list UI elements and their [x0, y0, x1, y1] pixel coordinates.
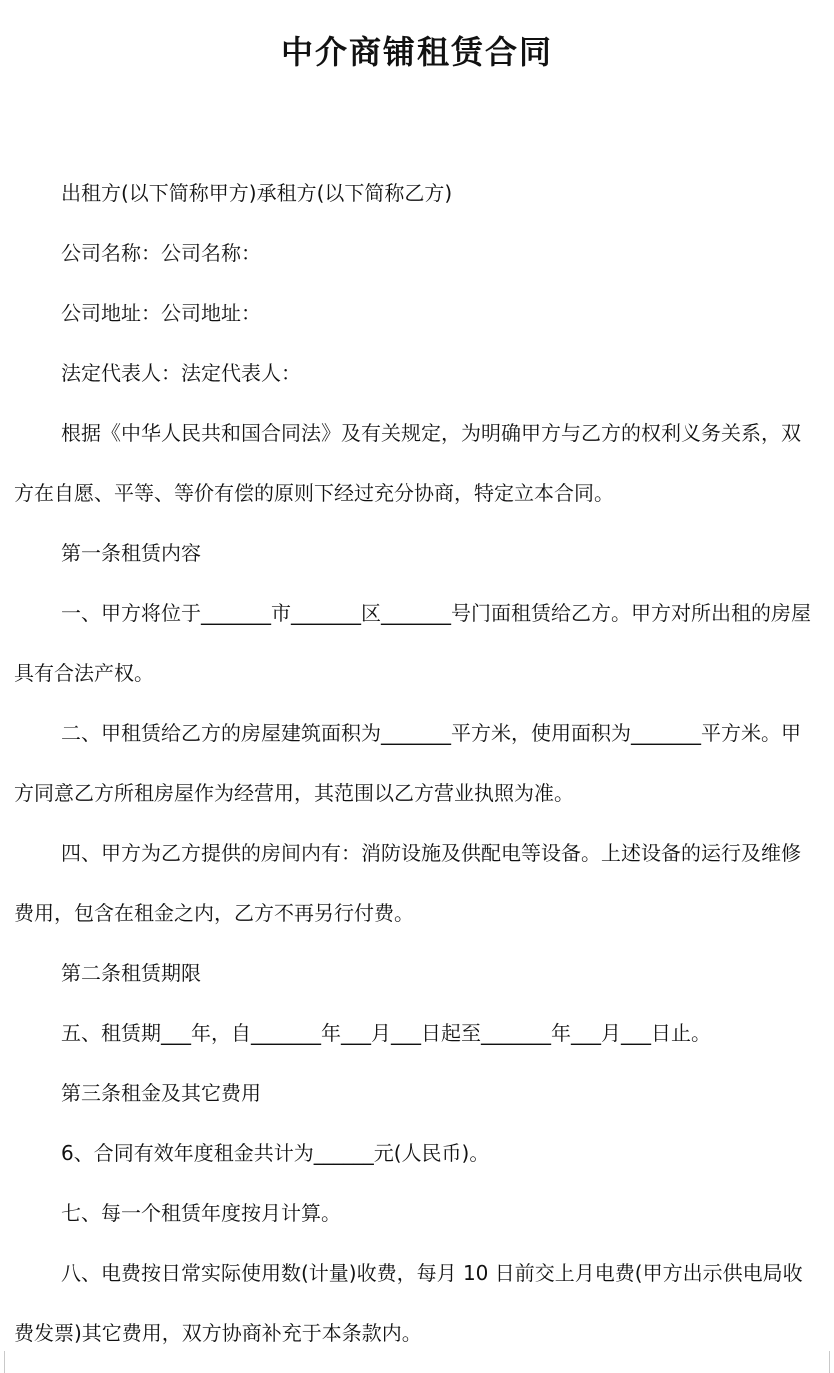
paragraph-company-name: 公司名称：公司名称：	[61, 241, 261, 265]
page-corner-mark-right	[829, 1351, 830, 1373]
document-body	[14, 163, 820, 1363]
article-3-heading: 第三条租金及其它费用	[61, 1081, 261, 1105]
clause-4: 四、甲方为乙方提供的房间内有：消防设施及供配电等设备。上述设备的运行及维修费用，包含在租金之内，乙方不再另行付费。	[14, 841, 801, 925]
page-corner-mark-left	[4, 1351, 5, 1373]
paragraph-preamble: 根据《中华人民共和国合同法》及有关规定，为明确甲方与乙方的权利义务关系，双方在自愿、平等、等价有偿的原则下经过充分协商，特定立本合同。	[14, 421, 801, 505]
clause-7: 七、每一个租赁年度按月计算。	[61, 1201, 341, 1225]
article-1-heading: 第一条租赁内容	[61, 541, 201, 565]
paragraph-parties: 出租方(以下简称甲方)承租方(以下简称乙方)	[61, 181, 453, 205]
clause-1: 一、甲方将位于_______市_______区_______号门面租赁给乙方。甲方对所出租的房屋具有合法产权。	[14, 601, 811, 685]
clause-8: 八、电费按日常实际使用数(计量)收费，每月 10 日前交上月电费(甲方出示供电局收费发票)其它费用，双方协商补充于本条款内。	[14, 1261, 803, 1345]
clause-2: 二、甲租赁给乙方的房屋建筑面积为_______平方米，使用面积为_______平方米。甲方同意乙方所租房屋作为经营用，其范围以乙方营业执照为准。	[14, 721, 801, 805]
paragraph-legal-representative: 法定代表人：法定代表人：	[61, 361, 301, 385]
clause-6: 6、合同有效年度租金共计为______元(人民币)。	[61, 1141, 490, 1165]
paragraph-company-address: 公司地址：公司地址：	[61, 301, 261, 325]
clause-5: 五、租赁期___年，自_______年___月___日起至_______年___月___日止。	[61, 1021, 711, 1045]
document-title: 中介商铺租赁合同	[280, 33, 553, 71]
article-2-heading: 第二条租赁期限	[61, 961, 201, 985]
